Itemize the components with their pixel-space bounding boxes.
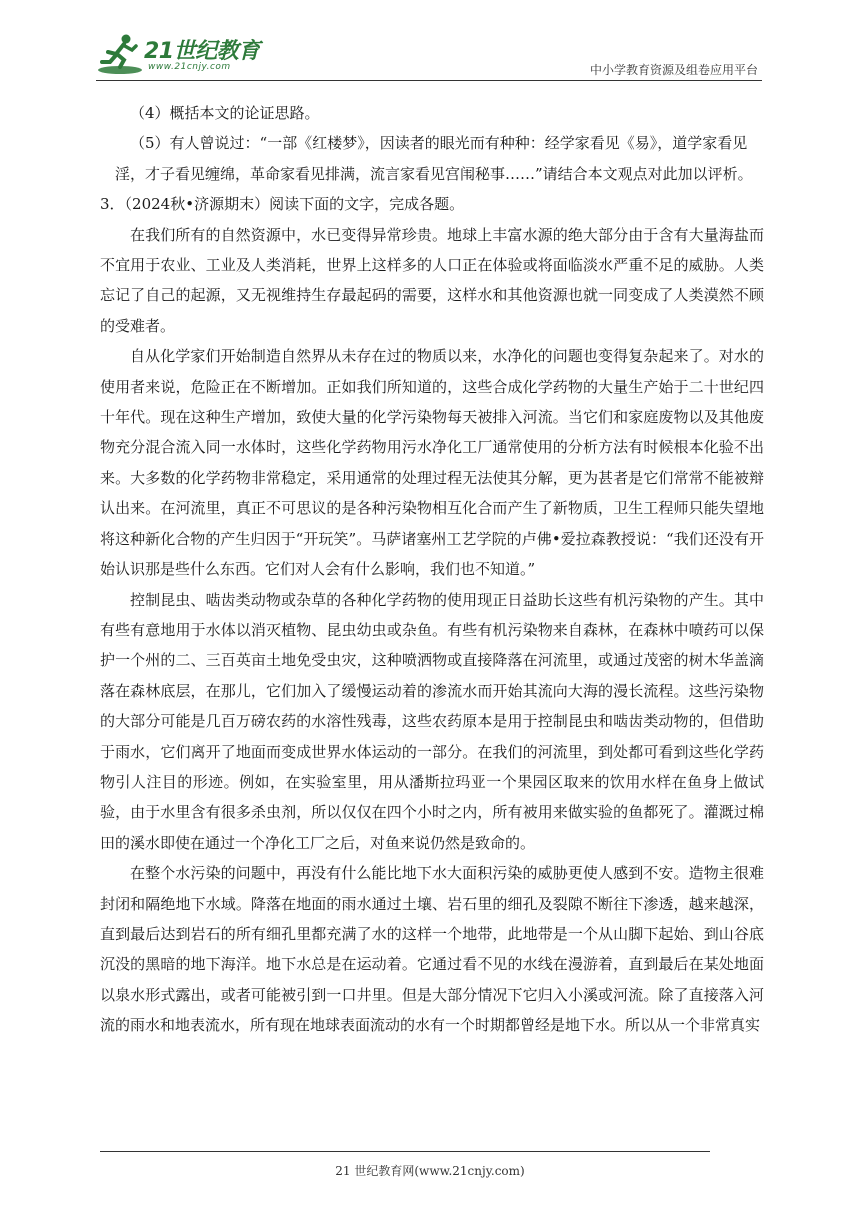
passage-paragraph: 在我们所有的自然资源中，水已变得异常珍贵。地球上丰富水源的绝大部分由于含有大量海盐而不宜用于农业、工业及人类消耗，世界上这样多的人口正在体验或将面临淡水严重不足的威胁。人类忘记了自己的起源，又无视维持生存最起码的需要，这样水和其他资源也就一同变成了人类漠然不顾的受难者。: [100, 225, 764, 335]
page-footer: 21 世纪教育网(www.21cnjy.com): [335, 1164, 525, 1178]
logo-title: 21世纪教育: [144, 39, 260, 64]
document-body: [100, 98, 764, 1041]
runner-icon: [96, 32, 144, 78]
passage-paragraph: 控制昆虫、啮齿类动物或杂草的各种化学药物的使用现正日益助长这些有机污染物的产生。其中有些有意地用于水体以消灭植物、昆虫幼虫或杂鱼。有些有机污染物来自森林，在森林中喷药可以保护一个州的二、三百英亩土地免受虫灾，这种喷洒物或直接降落在河流里，或通过茂密的树木华盖滴落在森林底层，在那儿，它们加入了缓慢运动着的渗流水而开始其流向大海的漫长流程。这些污染物的大部分可能是几百万磅农药的水溶性残毒，这些农药原本是用于控制昆虫和啮齿类动物的，但借助于雨水，它们离开了地面而变成世界水体运动的一部分。在我们的河流里，到处都可看到这些化学药物引人注目的形迹。例如，在实验室里，用从潘斯拉玛亚一个果园区取来的饮用水样在鱼身上做试验，由于水里含有很多杀虫剂，所以仅仅在四个小时之内，所有被用来做实验的鱼都死了。灌溉过棉田的溪水即使在通过一个净化工厂之后，对鱼来说仍然是致命的。: [100, 590, 764, 852]
passage-paragraph: 在整个水污染的问题中，再没有什么能比地下水大面积污染的威胁更使人感到不安。造物主很难封闭和隔绝地下水域。降落在地面的雨水通过土壤、岩石里的细孔及裂隙不断往下渗透，越来越深，直到最后达到岩石的所有细孔里都充满了水的这样一个地带，此地带是一个从山脚下起始、到山谷底沉没的黑暗的地下海洋。地下水总是在运动着。它通过看不见的水线在漫游着，直到最后在某处地面以泉水形式露出，或者可能被引到一口井里。但是大部分情况下它归入小溪或河流。除了直接落入河流的雨水和地表流水，所有现在地球表面流动的水有一个时期都曾经是地下水。所以从一个非常真实: [100, 864, 764, 1035]
page-header: [96, 30, 762, 81]
question-4: （4）概括本文的论证思路。: [130, 104, 320, 122]
site-logo[interactable]: [96, 30, 266, 80]
question-5-line-1: （5）有人曾说过：“一部《红楼梦》，因读者的眼光而有种种：经学家看见《易》，道学家看见: [130, 134, 748, 153]
platform-name: 中小学教育资源及组卷应用平台: [589, 63, 758, 77]
footer-divider: [100, 1151, 710, 1152]
passage-paragraph: 自从化学家们开始制造自然界从未存在过的物质以来，水净化的问题也变得复杂起来了。对水的使用者来说，危险正在不断增加。正如我们所知道的，这些合成化学药物的大量生产始于二十世纪四十年代。现在这种生产增加，致使大量的化学污染物每天被排入河流。当它们和家庭废物以及其他废物充分混合流入同一水体时，这些化学药物用污水净化工厂通常使用的分析方法有时候根本化验不出来。大多数的化学药物非常稳定，采用通常的处理过程无法使其分解，更为甚者是它们常常不能被辩认出来。在河流里，真正不可思议的是各种污染物相互化合而产生了新物质，卫生工程师只能失望地将这种新化合物的产生归因于“开玩笑”。马萨诸塞州工艺学院的卢佛•爱拉森教授说：“我们还没有开始认识那是些什么东西。它们对人会有什么影响，我们也不知道。”: [100, 347, 764, 579]
question-5-line-2: 淫，才子看见缠绵，革命家看见排满，流言家看见宫闱秘事……”请结合本文观点对此加以评析。: [115, 164, 753, 183]
question-3-title: 3．（2024秋•济源期末）阅读下面的文字，完成各题。: [100, 195, 465, 214]
logo-url: www.21cnjy.com: [148, 62, 231, 72]
